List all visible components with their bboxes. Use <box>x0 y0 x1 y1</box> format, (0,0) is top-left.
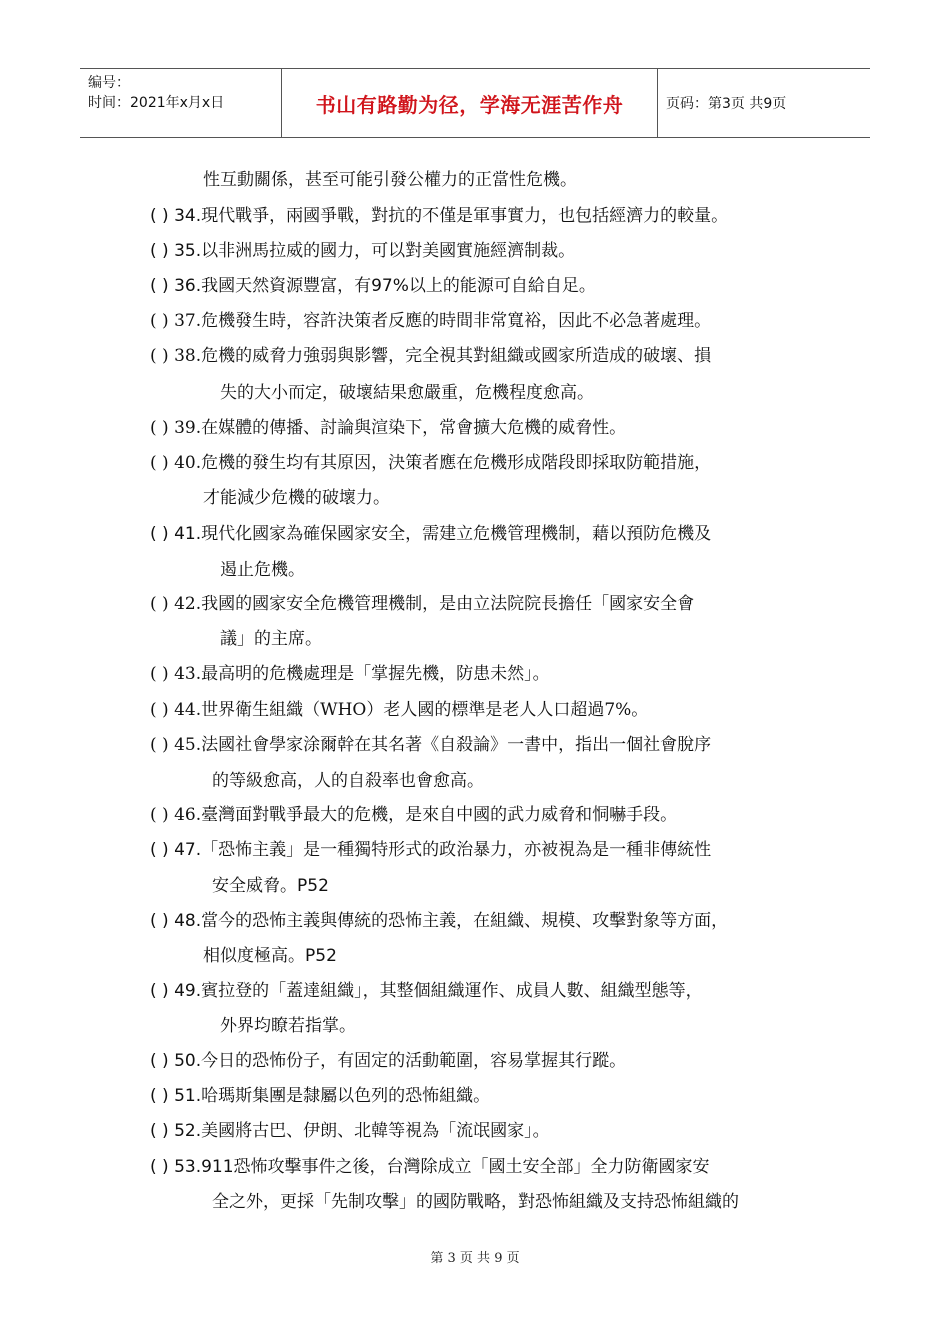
question-line: ( ) 41.現代化國家為確保國家安全，需建立危機管理機制，藉以預防危機及 <box>150 524 712 544</box>
header-page-label: 页码：第3页 共9页 <box>666 96 787 112</box>
question-line: ( ) 48.當今的恐怖主義與傳統的恐怖主義，在組織、規模、攻擊對象等方面， <box>150 911 729 931</box>
text-line: 失的大小而定，破壞結果愈嚴重，危機程度愈高。 <box>220 383 594 403</box>
text-line: 議」的主席。 <box>220 629 322 649</box>
question-line: ( ) 39.在媒體的傳播、討論與渲染下，常會擴大危機的威脅性。 <box>150 418 627 438</box>
question-line: ( ) 50.今日的恐怖份子，有固定的活動範圍，容易掌握其行蹤。 <box>150 1051 627 1071</box>
text-line: 相似度極高。P52 <box>203 946 337 966</box>
text-line: 安全威脅。P52 <box>212 876 329 896</box>
question-line: ( ) 45.法國社會學家涂爾幹在其名著《自殺論》一書中，指出一個社會脫序 <box>150 735 712 755</box>
question-line: ( ) 38.危機的威脅力強弱與影響，完全視其對組織或國家所造成的破壞、損 <box>150 346 712 366</box>
question-line: ( ) 46.臺灣面對戰爭最大的危機，是來自中國的武力威脅和恫嚇手段。 <box>150 805 678 825</box>
question-line: ( ) 49.賓拉登的「蓋達組織」，其整個組織運作、成員人數、組織型態等， <box>150 981 703 1001</box>
doc-time-label: 时间：2021年x月x日 <box>88 95 225 111</box>
question-line: ( ) 34.現代戰爭，兩國爭戰，對抗的不僅是軍事實力，也包括經濟力的較量。 <box>150 206 729 226</box>
text-line: 才能減少危機的破壞力。 <box>203 488 390 508</box>
text-line: 遏止危機。 <box>220 560 305 580</box>
question-line: ( ) 40.危機的發生均有其原因，決策者應在危機形成階段即採取防範措施， <box>150 453 712 473</box>
question-line: ( ) 36.我國天然資源豐富，有97%以上的能源可自給自足。 <box>150 276 596 296</box>
question-line: ( ) 42.我國的國家安全危機管理機制，是由立法院院長擔任「國家安全會 <box>150 594 695 614</box>
text-line: 外界均瞭若指掌。 <box>220 1016 356 1036</box>
question-line: ( ) 37.危機發生時，容許決策者反應的時間非常寬裕，因此不必急著處理。 <box>150 311 712 331</box>
text-line: 全之外，更採「先制攻擊」的國防戰略，對恐怖組織及支持恐怖組織的 <box>212 1192 739 1212</box>
header-motto: 书山有路勤为径，学海无涯苦作舟 <box>315 92 624 117</box>
header-motto-cell <box>282 69 658 137</box>
question-line: ( ) 44.世界衛生組織（WHO）老人國的標準是老人人口超過7%。 <box>150 700 649 720</box>
text-line: 性互動關係，甚至可能引發公權力的正當性危機。 <box>203 170 577 190</box>
header-page-cell <box>658 69 870 137</box>
page-footer: 第 3 页 共 9 页 <box>430 1251 520 1266</box>
question-line: ( ) 52.美國將古巴、伊朗、北韓等視為「流氓國家」。 <box>150 1121 550 1141</box>
question-line: ( ) 53.911恐怖攻擊事件之後，台灣除成立「國土安全部」全力防衛國家安 <box>150 1157 710 1177</box>
question-line: ( ) 47.「恐怖主義」是一種獨特形式的政治暴力，亦被視為是一種非傳統性 <box>150 840 712 860</box>
page-header <box>80 68 870 138</box>
question-line: ( ) 51.哈瑪斯集團是隸屬以色列的恐怖組織。 <box>150 1086 491 1106</box>
question-line: ( ) 43.最高明的危機處理是「掌握先機，防患未然」。 <box>150 664 550 684</box>
header-info <box>80 69 282 137</box>
question-line: ( ) 35.以非洲馬拉威的國力，可以對美國實施經濟制裁。 <box>150 241 576 261</box>
text-line: 的等級愈高，人的自殺率也會愈高。 <box>212 771 484 791</box>
doc-number-label: 编号： <box>88 75 130 91</box>
